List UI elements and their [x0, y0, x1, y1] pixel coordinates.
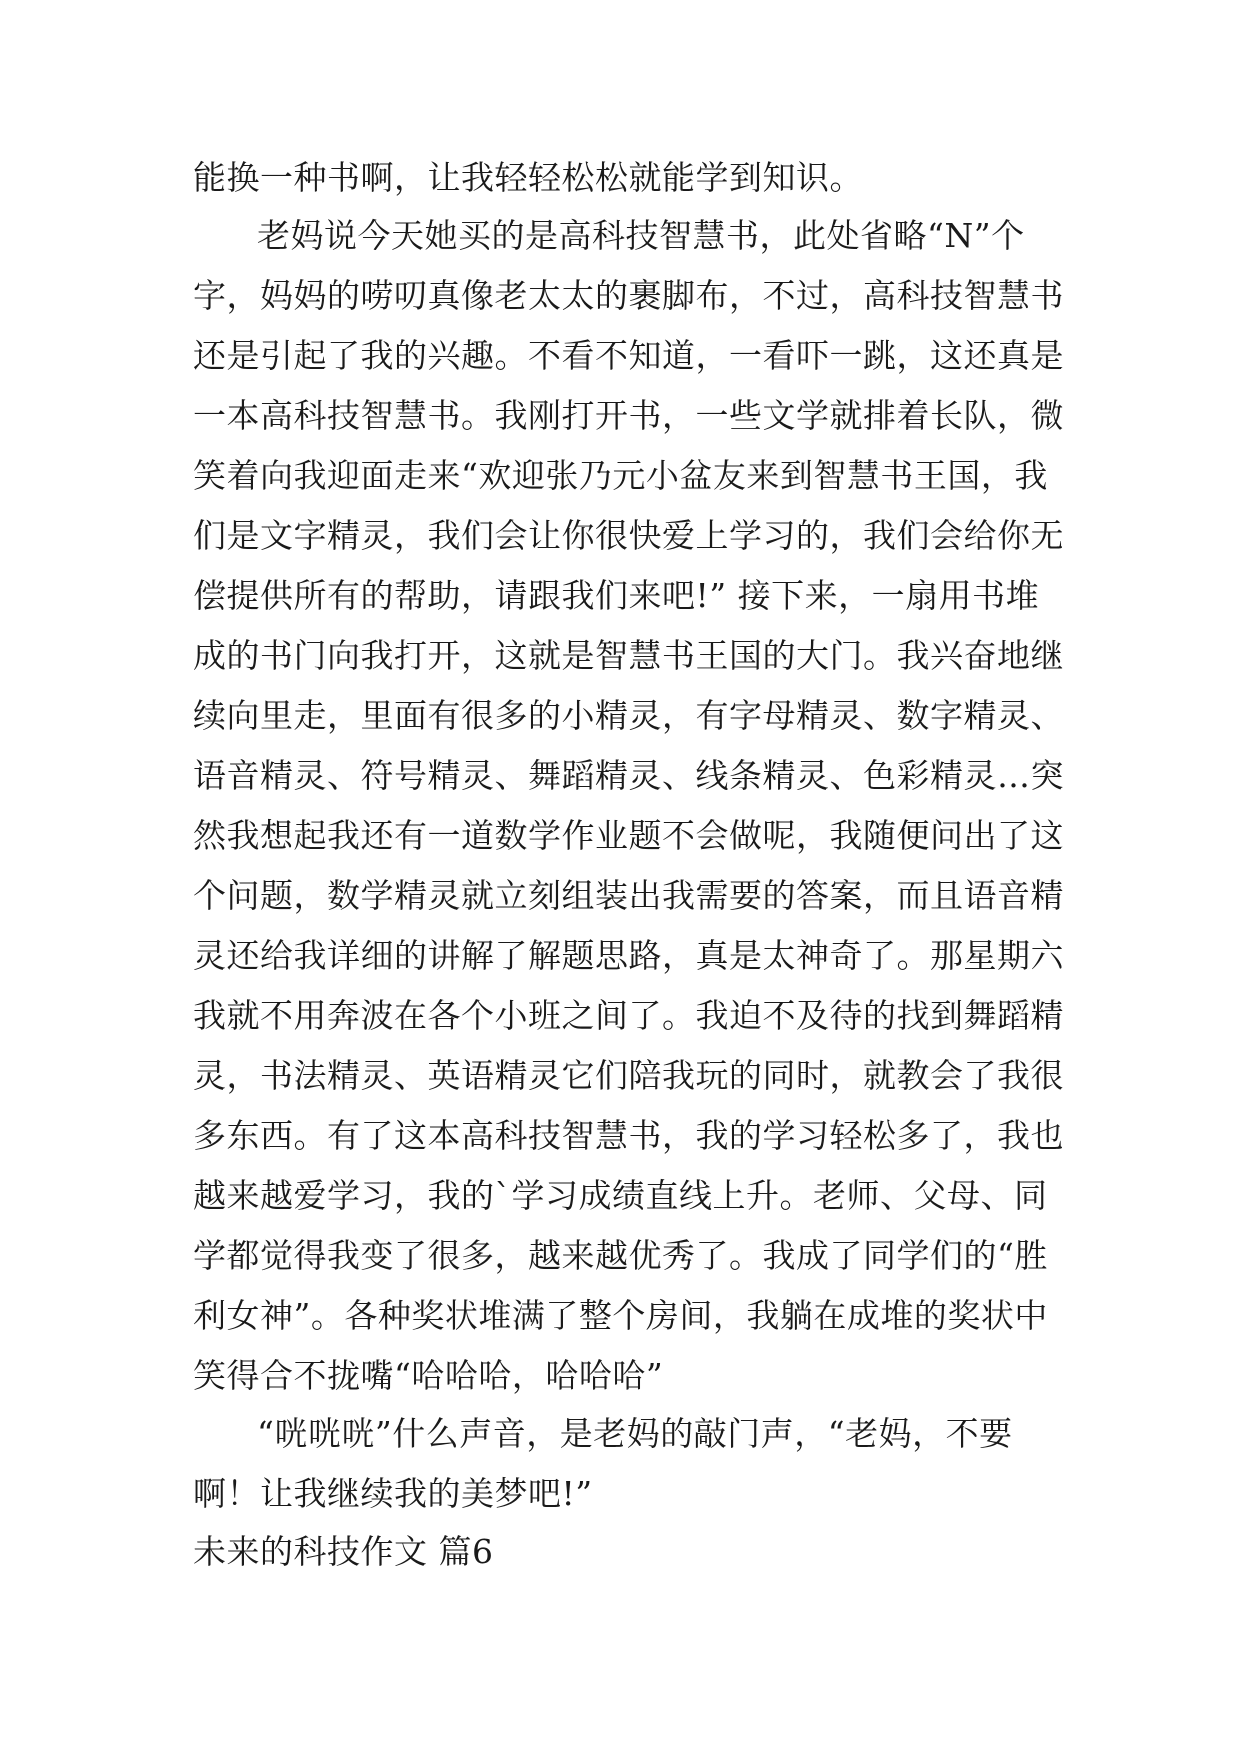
text-line: 我就不用奔波在各个小班之间了。我迫不及待的找到舞蹈精 — [193, 996, 1064, 1035]
text-line: 偿提供所有的帮助，请跟我们来吧!” 接下来，一扇用书堆 — [193, 576, 1040, 615]
text-line: 利女神”。各种奖状堆满了整个房间，我躺在成堆的奖状中 — [193, 1296, 1048, 1335]
paragraph-start-line: 老妈说今天她买的是高科技智慧书，此处省略“N”个 — [257, 216, 1025, 255]
text-line: 个问题，数学精灵就立刻组装出我需要的答案，而且语音精 — [193, 876, 1064, 915]
text-line: 还是引起了我的兴趣。不看不知道，一看吓一跳，这还真是 — [193, 336, 1064, 375]
text-line: 语音精灵、符号精灵、舞蹈精灵、线条精灵、色彩精灵…突 — [193, 756, 1064, 795]
text-line: 一本高科技智慧书。我刚打开书，一些文学就排着长队，微 — [193, 396, 1064, 435]
text-line: 多东西。有了这本高科技智慧书，我的学习轻松多了，我也 — [193, 1116, 1064, 1155]
text-line: 们是文字精灵，我们会让你很快爱上学习的，我们会给你无 — [193, 516, 1064, 555]
section-heading: 未来的科技作文 篇6 — [193, 1532, 494, 1571]
paragraph-start-line: “咣咣咣”什么声音，是老妈的敲门声，“老妈，不要 — [257, 1414, 1013, 1453]
text-line: 学都觉得我变了很多，越来越优秀了。我成了同学们的“胜 — [193, 1236, 1048, 1275]
text-line: 然我想起我还有一道数学作业题不会做呢，我随便问出了这 — [193, 816, 1064, 855]
text-line: 灵还给我详细的讲解了解题思路，真是太神奇了。那星期六 — [193, 936, 1064, 975]
text-line: 越来越爱学习，我的`学习成绩直线上升。老师、父母、同 — [193, 1176, 1048, 1215]
text-line: 笑得合不拢嘴“哈哈哈，哈哈哈” — [193, 1356, 664, 1395]
text-line: 啊！让我继续我的美梦吧!” — [193, 1474, 593, 1513]
text-line: 笑着向我迎面走来“欢迎张乃元小盆友来到智慧书王国，我 — [193, 456, 1048, 495]
text-line: 能换一种书啊，让我轻轻松松就能学到知识。 — [193, 158, 863, 197]
text-line: 灵，书法精灵、英语精灵它们陪我玩的同时，就教会了我很 — [193, 1056, 1064, 1095]
text-line: 续向里走，里面有很多的小精灵，有字母精灵、数字精灵、 — [193, 696, 1064, 735]
text-line: 成的书门向我打开，这就是智慧书王国的大门。我兴奋地继 — [193, 636, 1064, 675]
text-line: 字，妈妈的唠叨真像老太太的裹脚布，不过，高科技智慧书 — [193, 276, 1064, 315]
